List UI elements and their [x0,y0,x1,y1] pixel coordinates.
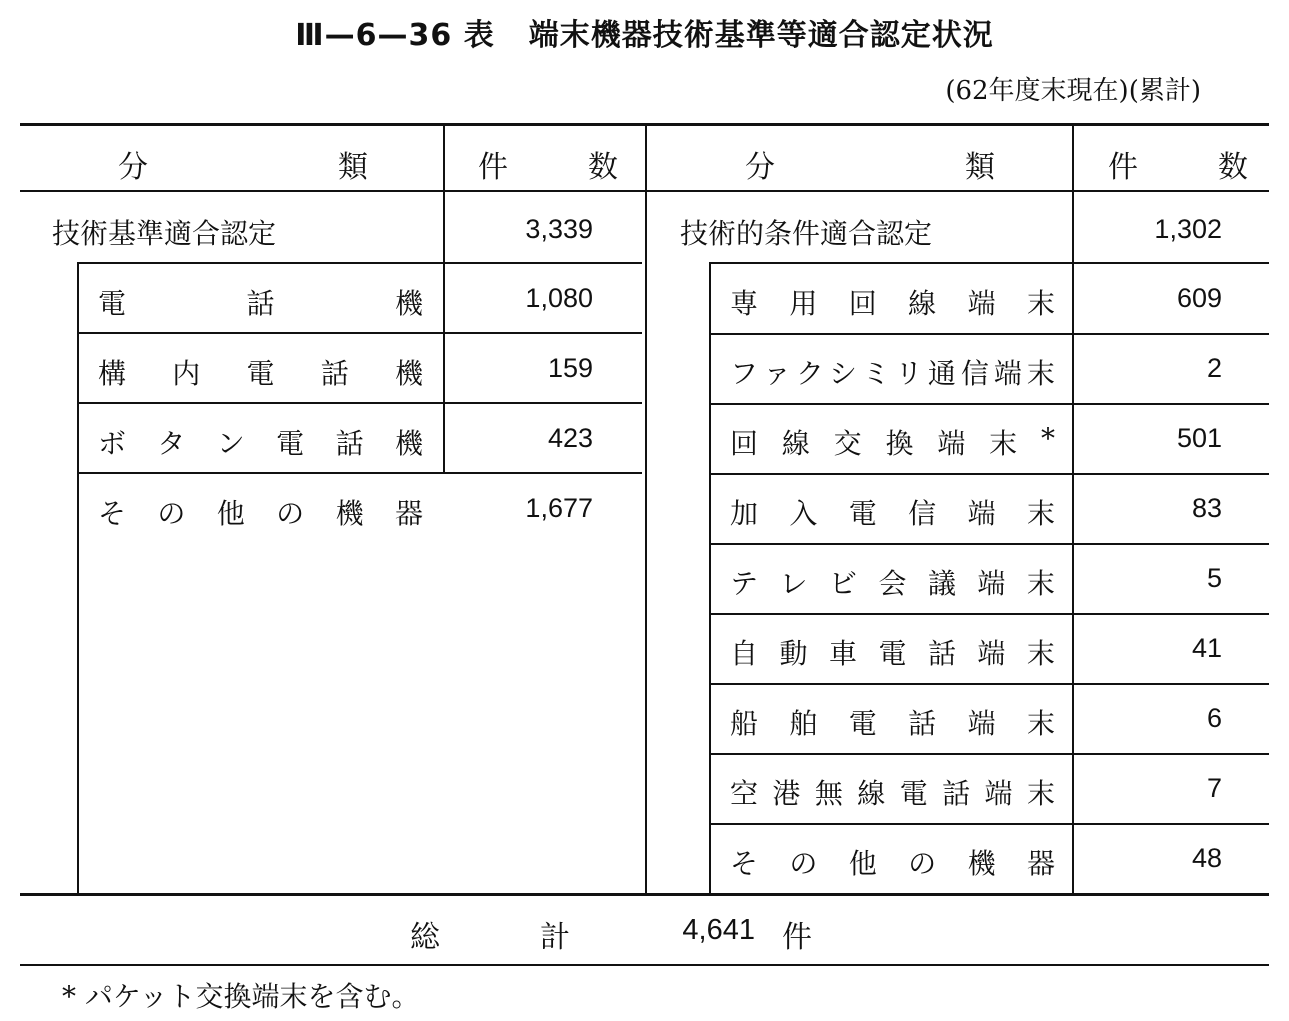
left-rule-1 [77,262,642,264]
header-right-count: 件 数 [1108,150,1248,185]
left-count-divider [443,124,445,333]
right-indent-bar [709,262,711,894]
right-group-total: 1,302 [1154,214,1222,244]
left-row-label: 構 内 電 話 機 [98,357,423,390]
left-row-label: そ の 他 の 機 器 [98,497,423,530]
right-row-label: 空 港 無 線 電 話 端 末 [730,777,1055,810]
left-row-count: 159 [547,353,593,383]
right-row-count: 609 [1176,283,1222,313]
right-rule-8 [709,753,1269,755]
center-divider [645,124,647,894]
left-group-label: 技術基準適合認定 [52,217,277,250]
right-count-divider [1072,124,1074,894]
left-row-count: 1,677 [525,493,593,523]
right-row-label: フ ァ ク シ ミ リ 通 信 端 末 [730,357,1055,390]
right-row-count: 6 [1206,703,1222,733]
total-unit: 件 [782,920,812,955]
right-row-label: そ の 他 の 機 器 [730,847,1055,880]
left-row-count: 1,080 [525,283,593,313]
left-rule-2 [77,332,642,334]
right-row-count: 501 [1176,423,1222,453]
right-rule-3 [709,403,1269,405]
right-row-label: 加 入 電 信 端 末 [730,497,1055,530]
right-row-count: 2 [1206,353,1222,383]
table-subtitle: (62年度末現在)(累計) [945,76,1201,106]
right-row-count: 83 [1191,493,1222,523]
total-rule [20,964,1269,966]
table-caption: 端末機器技術基準等適合認定状況 [528,18,994,53]
left-row-label: ボ タ ン 電 話 機 [98,427,423,460]
right-rule-9 [709,823,1269,825]
left-row-label: 電 話 機 [98,287,423,320]
right-rule-6 [709,613,1269,615]
left-group-total: 3,339 [525,214,593,244]
header-right-category: 分 類 [745,150,995,185]
right-row-count: 5 [1206,563,1222,593]
header-left-count: 件 数 [478,150,618,185]
left-indent-bar [77,262,79,894]
left-row-count: 423 [547,423,593,453]
right-row-label: 回 線 交 換 端 末 * [730,422,1055,460]
right-rule-4 [709,473,1269,475]
table-number: Ⅲ—6—36 表 [295,18,495,53]
right-group-label: 技術的条件適合認定 [680,217,933,250]
right-row-count: 41 [1191,633,1222,663]
right-rule-5 [709,543,1269,545]
right-row-label: テ レ ビ 会 議 端 末 [730,567,1055,600]
right-row-label: 船 舶 電 話 端 末 [730,707,1055,740]
right-row-label: 自 動 車 電 話 端 末 [730,637,1055,670]
header-left-category: 分 類 [118,150,368,185]
right-rule-1 [709,262,1269,264]
table-title [0,10,1289,54]
right-row-count: 48 [1191,843,1222,873]
total-label: 総 計 [410,920,570,955]
right-row-count: 7 [1206,773,1222,803]
right-row-label: 専 用 回 線 端 末 [730,287,1055,320]
right-rule-2 [709,333,1269,335]
total-value: 4,641 [682,914,755,946]
right-rule-7 [709,683,1269,685]
footnote: * パケット交換端末を含む。 [62,980,420,1013]
left-rule-3 [77,402,642,404]
left-rule-4 [77,472,642,474]
